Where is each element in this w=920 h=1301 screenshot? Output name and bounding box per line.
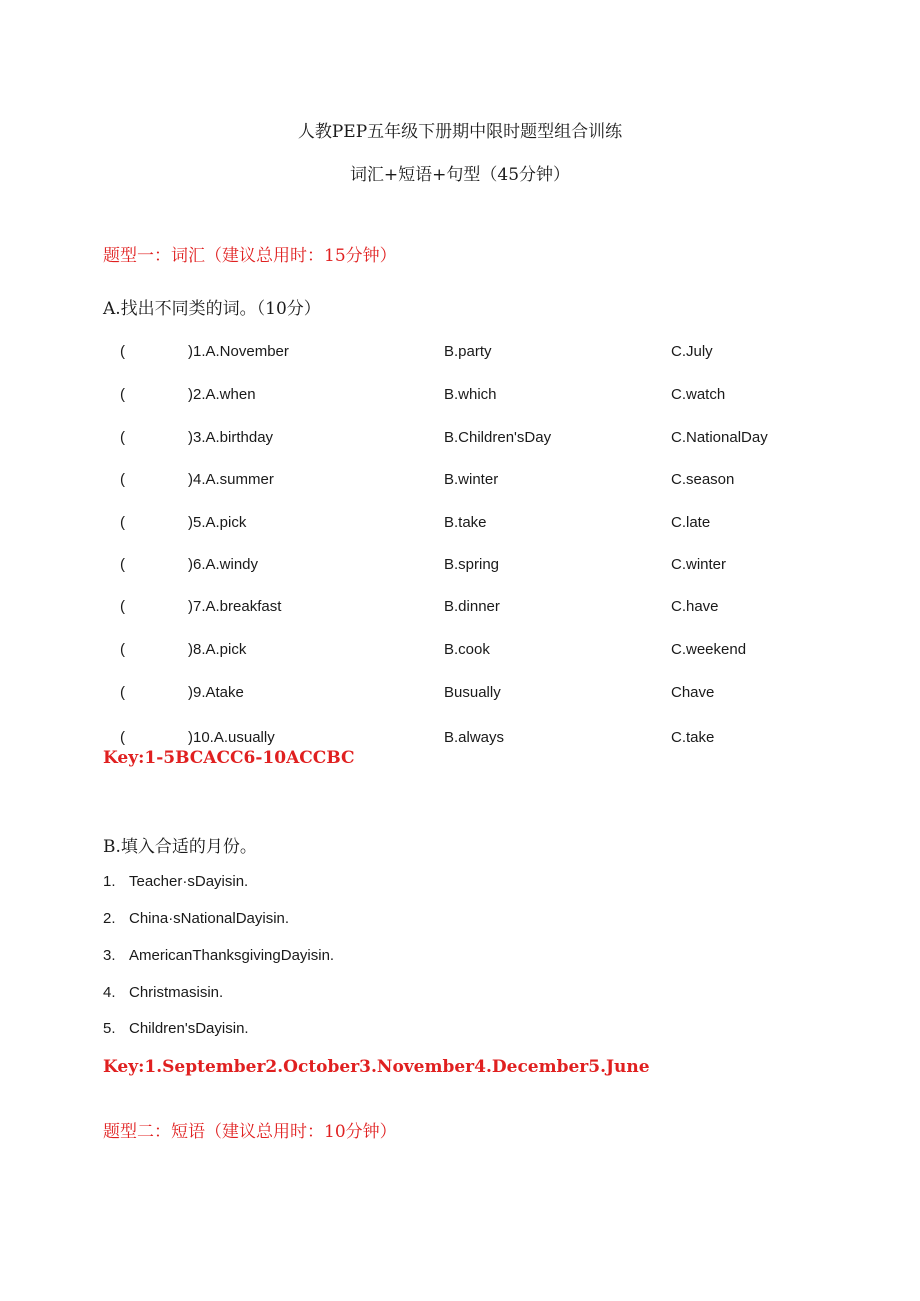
option-a: )8.A.pick [188,641,247,658]
option-c: C.have [671,598,719,615]
item-text: China·sNationalDayisin. [129,910,290,927]
option-b: B.always [444,729,505,746]
item-text: AmericanThanksgivingDayisin. [129,947,335,964]
item-text: Christmasisin. [129,984,224,1001]
part-b-heading: B.填入合适的月份。 [103,837,257,857]
option-c: C.winter [671,556,727,573]
option-a: )4.A.summer [188,471,274,488]
option-c: C.weekend [671,641,747,658]
option-a: )3.A.birthday [188,429,274,446]
question-row [120,514,820,538]
item-number: 2. [103,910,116,927]
option-b: B.take [444,514,487,531]
option-c: C.NationalDay [671,429,768,446]
item-number: 1. [103,873,116,890]
option-b: B.Children'sDay [444,429,552,446]
option-a: )6.A.windy [188,556,259,573]
option-b: B.cook [444,641,490,658]
option-a: )5.A.pick [188,514,247,531]
answer-paren[interactable]: ( [120,429,125,446]
answer-paren[interactable]: ( [120,471,125,488]
option-c: C.season [671,471,735,488]
answer-paren[interactable]: ( [120,386,125,403]
option-b: B.which [444,386,497,403]
fill-in-item [103,947,334,964]
option-a: )7.A.breakfast [188,598,282,615]
option-b: B.spring [444,556,500,573]
question-row [120,471,820,495]
question-row [120,429,820,453]
option-b: Busually [444,684,501,701]
section-one-heading: 题型一：词汇（建议总用时：15分钟） [103,246,397,266]
document-title: 人教PEP五年级下册期中限时题型组合训练 [297,122,623,142]
question-row [120,343,820,367]
option-c: C.late [671,514,711,531]
option-a: )1.A.November [188,343,289,360]
fill-in-item [103,1020,249,1037]
answer-paren[interactable]: ( [120,343,125,360]
question-row [120,598,820,622]
answer-paren[interactable]: ( [120,729,125,746]
option-c: C.July [671,343,713,360]
item-number: 4. [103,984,116,1001]
question-row [120,684,820,708]
answer-paren[interactable]: ( [120,556,125,573]
answer-paren[interactable]: ( [120,684,125,701]
option-a: )9.Atake [188,684,244,701]
answer-paren[interactable]: ( [120,598,125,615]
option-b: B.dinner [444,598,500,615]
question-row [120,556,820,580]
item-number: 5. [103,1020,116,1037]
option-b: B.party [444,343,492,360]
item-number: 3. [103,947,116,964]
question-row [120,641,820,665]
fill-in-item [103,910,289,927]
option-c: Chave [671,684,715,701]
item-text: Teacher·sDayisin. [129,873,249,890]
part-a-heading: A.找出不同类的词。（10分） [103,299,321,319]
option-c: C.watch [671,386,726,403]
option-c: C.take [671,729,715,746]
part-a-answer-key: Key:1-5BCACC6-10ACCBC [103,748,355,768]
section-two-heading: 题型二：短语（建议总用时：10分钟） [103,1122,397,1142]
fill-in-item [103,984,223,1001]
question-row [120,386,820,410]
document-subtitle: 词汇+短语+句型（45分钟） [349,165,571,185]
option-a: )10.A.usually [188,729,275,746]
fill-in-item [103,873,248,890]
option-a: )2.A.when [188,386,256,403]
item-text: Children'sDayisin. [129,1020,249,1037]
part-b-answer-key: Key:1.September2.October3.November4.December5.June [103,1057,650,1077]
answer-paren[interactable]: ( [120,514,125,531]
answer-paren[interactable]: ( [120,641,125,658]
option-b: B.winter [444,471,499,488]
